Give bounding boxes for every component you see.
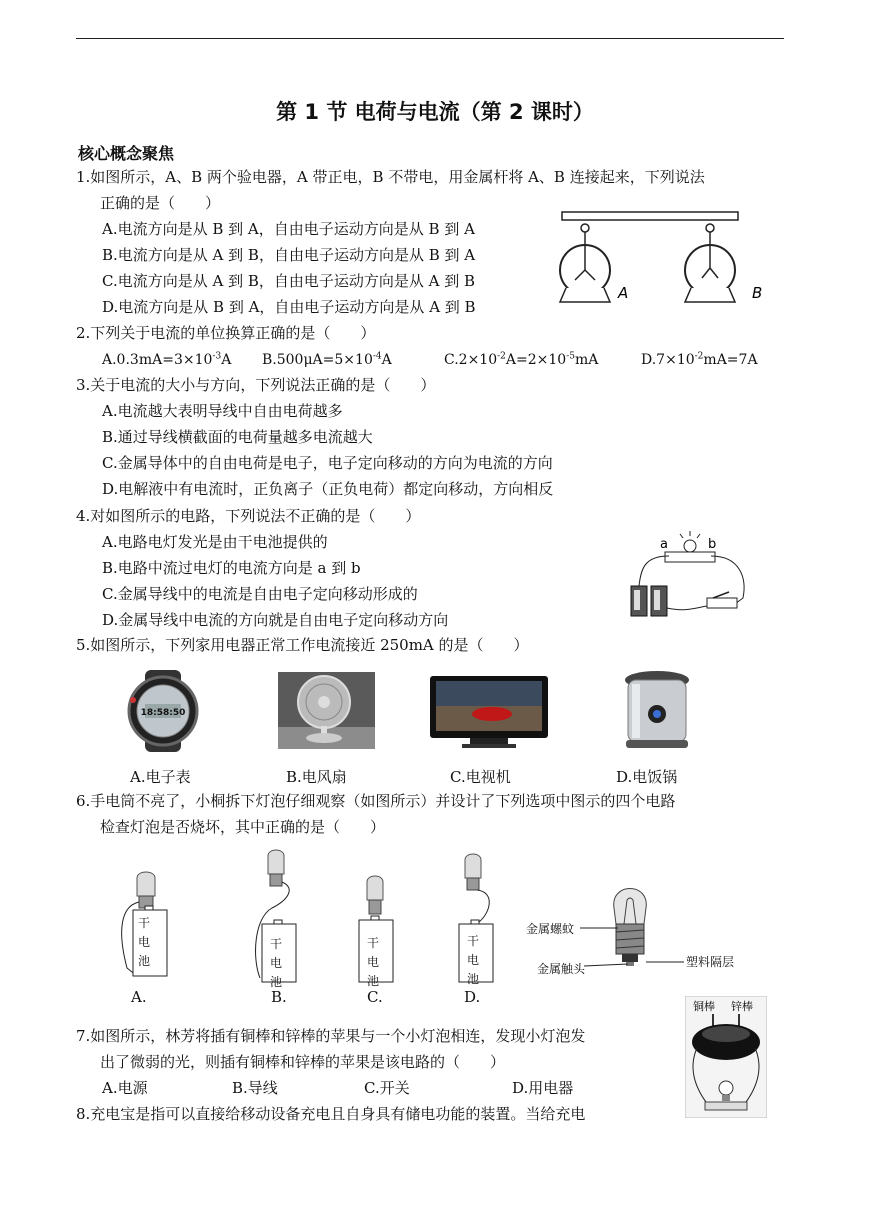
page-title: 第 1 节 电荷与电流（第 2 课时） — [276, 100, 594, 124]
q6-option-c[interactable]: C. — [367, 988, 383, 1006]
tv-image — [430, 676, 548, 748]
q3-option-a[interactable]: A.电流越大表明导线中自由电荷越多 — [102, 402, 343, 420]
question-1-stem-cont: 正确的是（ ） — [100, 194, 221, 212]
q1-option-a[interactable]: A.电流方向是从 B 到 A，自由电子运动方向是从 B 到 A — [102, 220, 475, 238]
q5-option-b[interactable]: B.电风扇 — [286, 768, 347, 786]
label-b: B — [752, 284, 763, 302]
question-5-stem: 5.如图所示，下列家用电器正常工作电流接近 250mA 的是（ ） — [76, 636, 529, 654]
label-copper: 铜棒 — [693, 1000, 715, 1013]
watch-image — [115, 670, 211, 752]
label-metal-tip: 金属触头 — [537, 962, 586, 976]
rice-cooker-image — [618, 670, 696, 750]
q2-option-d[interactable]: $D.7\times 10^{-2}mA=7A$ — [641, 351, 758, 368]
q3-option-c[interactable]: C.金属导体中的自由电荷是电子，电子定向移动的方向为电流的方向 — [102, 454, 553, 472]
q7-option-a[interactable]: A.电源 — [102, 1079, 148, 1097]
electroscope-b — [685, 224, 735, 302]
q2-option-b[interactable]: $B.500\mu A=5\times 10^{-4}A$ — [262, 351, 392, 368]
question-1-stem: 1.如图所示，A、B 两个验电器，A 带正电，B 不带电，用金属杆将 A、B 连接起来，下列说法 — [76, 168, 705, 186]
q5-option-d[interactable]: D.电饭锅 — [616, 768, 678, 786]
battery-pack — [631, 586, 667, 616]
question-7-stem: 7.如图所示，林芳将插有铜棒和锌棒的苹果与一个小灯泡相连，发现小灯泡发 — [76, 1027, 586, 1045]
question-3-stem: 3.关于电流的大小与方向，下列说法正确的是（ ） — [76, 376, 436, 394]
fan-image — [278, 672, 375, 749]
q4-option-a[interactable]: A.电路电灯发光是由干电池提供的 — [102, 533, 328, 551]
q7-option-d[interactable]: D.用电器 — [512, 1079, 574, 1097]
electroscope-a — [560, 224, 610, 302]
q4-option-b[interactable]: B.电路中流过电灯的电流方向是 a 到 b — [102, 559, 361, 577]
question-6-stem-cont: 检查灯泡是否烧坏，其中正确的是（ ） — [100, 818, 386, 836]
q4-option-c[interactable]: C.金属导线中的电流是自由电子定向移动形成的 — [102, 585, 418, 603]
circuit-figure — [625, 528, 755, 628]
question-8-stem: 8.充电宝是指可以直接给移动设备充电且自身具有储电功能的装置。当给充电 — [76, 1105, 586, 1123]
question-2-stem: 2.下列关于电流的单位换算正确的是（ ） — [76, 324, 376, 342]
battery-label-d: 干 电 池 — [467, 934, 480, 986]
battery-label-a: 干 电 池 — [138, 916, 151, 968]
battery-label-c: 干 电 池 — [367, 936, 380, 988]
q5-option-c[interactable]: C.电视机 — [450, 768, 511, 786]
label-metal-screw: 金属螺蚊 — [526, 922, 575, 936]
circuit-d — [455, 852, 505, 984]
watch-time: 18:58:50 — [140, 708, 186, 718]
label-a: A — [618, 284, 629, 302]
q5-option-a[interactable]: A.电子表 — [130, 768, 191, 786]
label-b: b — [708, 537, 717, 552]
q7-option-c[interactable]: C.开关 — [364, 1079, 410, 1097]
q7-option-b[interactable]: B.导线 — [232, 1079, 278, 1097]
section-heading: 核心概念聚焦 — [78, 144, 175, 163]
q1-option-c[interactable]: C.电流方向是从 A 到 B，自由电子运动方向是从 A 到 B — [102, 272, 476, 290]
label-a: a — [660, 537, 668, 552]
header-rule — [76, 38, 784, 39]
label-insulator: 塑料隔层 — [686, 955, 735, 969]
q2-option-a[interactable]: $A.0.3mA=3\times 10^{-3}A$ — [102, 351, 232, 368]
q2-option-c[interactable]: $C.2\times 10^{-2}A=2\times 10^{-5}mA$ — [444, 351, 599, 368]
q6-option-a[interactable]: A. — [131, 988, 147, 1006]
q6-option-d[interactable]: D. — [464, 988, 481, 1006]
label-zinc: 锌棒 — [731, 1000, 753, 1013]
q4-option-d[interactable]: D.金属导线中电流的方向就是自由电子定向移动方向 — [102, 611, 449, 629]
q3-option-d[interactable]: D.电解液中有电流时，正负离子（正负电荷）都定向移动，方向相反 — [102, 480, 554, 498]
electroscope-figure — [552, 206, 782, 306]
question-4-stem: 4.对如图所示的电路，下列说法不正确的是（ ） — [76, 507, 421, 525]
question-7-stem-cont: 出了微弱的光，则插有铜棒和锌棒的苹果是该电路的（ ） — [100, 1053, 506, 1071]
apple-circuit-figure — [685, 996, 767, 1118]
switch — [707, 598, 737, 608]
q6-option-b[interactable]: B. — [271, 988, 287, 1006]
battery-label-b: 干 电 池 — [270, 937, 283, 989]
q3-option-b[interactable]: B.通过导线横截面的电荷量越多电流越大 — [102, 428, 373, 446]
question-6-stem: 6.手电筒不亮了，小桐拆下灯泡仔细观察（如图所示）并设计了下列选项中图示的四个电路 — [76, 792, 676, 810]
q1-option-d[interactable]: D.电流方向是从 B 到 A，自由电子运动方向是从 A 到 B — [102, 298, 476, 316]
q1-option-b[interactable]: B.电流方向是从 A 到 B，自由电子运动方向是从 B 到 A — [102, 246, 476, 264]
